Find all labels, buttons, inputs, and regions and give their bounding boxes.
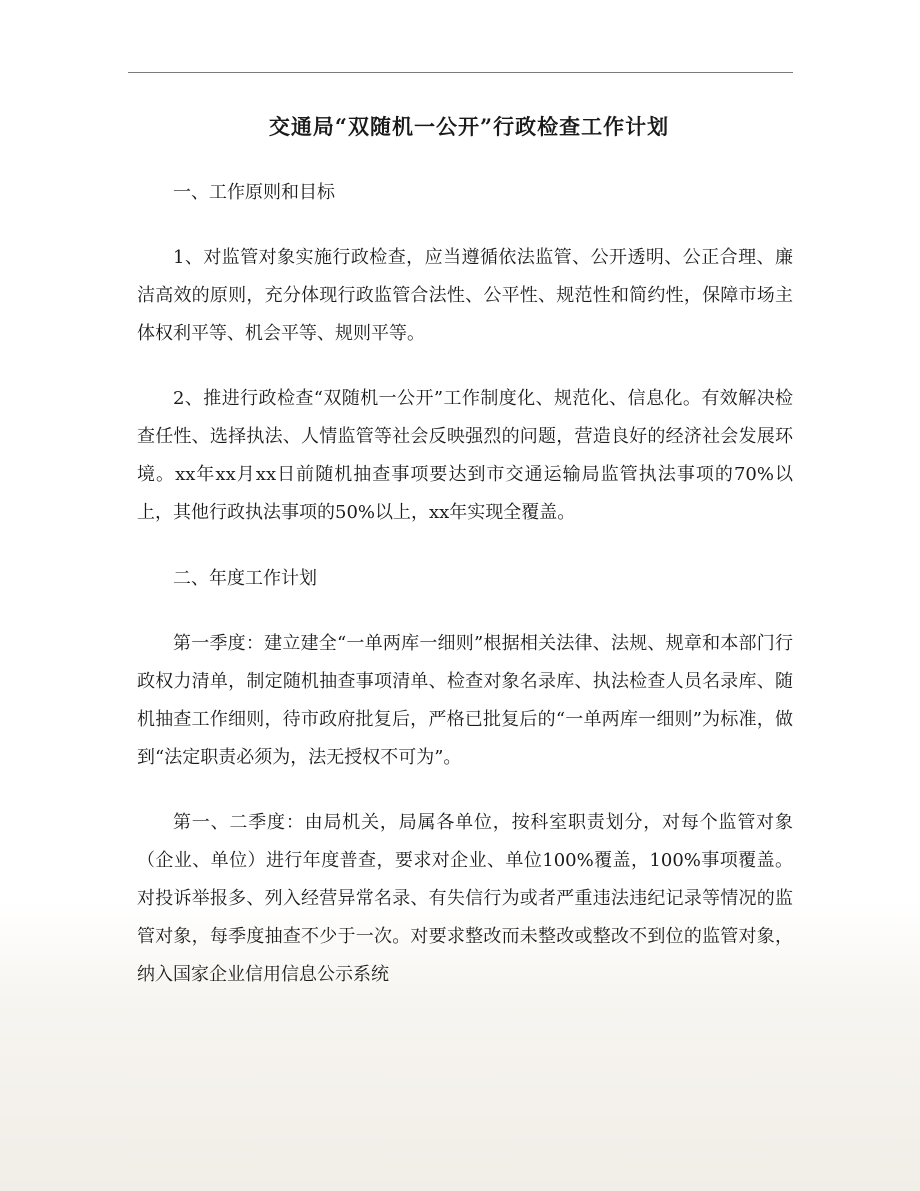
- paragraph-principle-1: 1、对监管对象实施行政检查，应当遵循依法监管、公开透明、公正合理、廉洁高效的原则，充分体现行政监管合法性、公平性、规范性和简约性，保障市场主体权利平等、机会平等、规则平等。: [137, 247, 793, 344]
- paragraph-first-quarter: 第一季度：建立建全“一单两库一细则”根据相关法律、法规、规章和本部门行政权力清单，制定随机抽查事项清单、检查对象名录库、执法检查人员名录库、随机抽查工作细则，待市政府批复后，严格已批复后的“一单两库一细则”为标准，做到“法定职责必须为，法无授权不可为”。: [137, 633, 793, 768]
- document-body: [137, 108, 793, 994]
- paragraph-principle-2: 2、推进行政检查“双随机一公开”工作制度化、规范化、信息化。有效解决检查任性、选择执法、人情监管等社会反映强烈的问题，营造良好的经济社会发展环境。xx年xx月xx日前随机抽查事项要达到市交通运输局监管执法事项的70%以上，其他行政执法事项的50%以上，xx年实现全覆盖。: [137, 388, 793, 523]
- paragraph-first-second-quarter: 第一、二季度：由局机关，局属各单位，按科室职责划分，对每个监管对象（企业、单位）进行年度普查，要求对企业、单位100%覆盖，100%事项覆盖。对投诉举报多、列入经营异常名录、有失信行为或者严重违法违纪记录等情况的监管对象，每季度抽查不少于一次。对要求整改而未整改或整改不到位的监管对象，纳入国家企业信用信息公示系统: [137, 812, 793, 985]
- header-rule: [128, 72, 793, 73]
- document-title: 交通局“双随机一公开”行政检查工作计划: [268, 114, 670, 139]
- section-heading-principles: 一、工作原则和目标: [173, 182, 335, 203]
- section-heading-annual-plan: 二、年度工作计划: [173, 568, 317, 589]
